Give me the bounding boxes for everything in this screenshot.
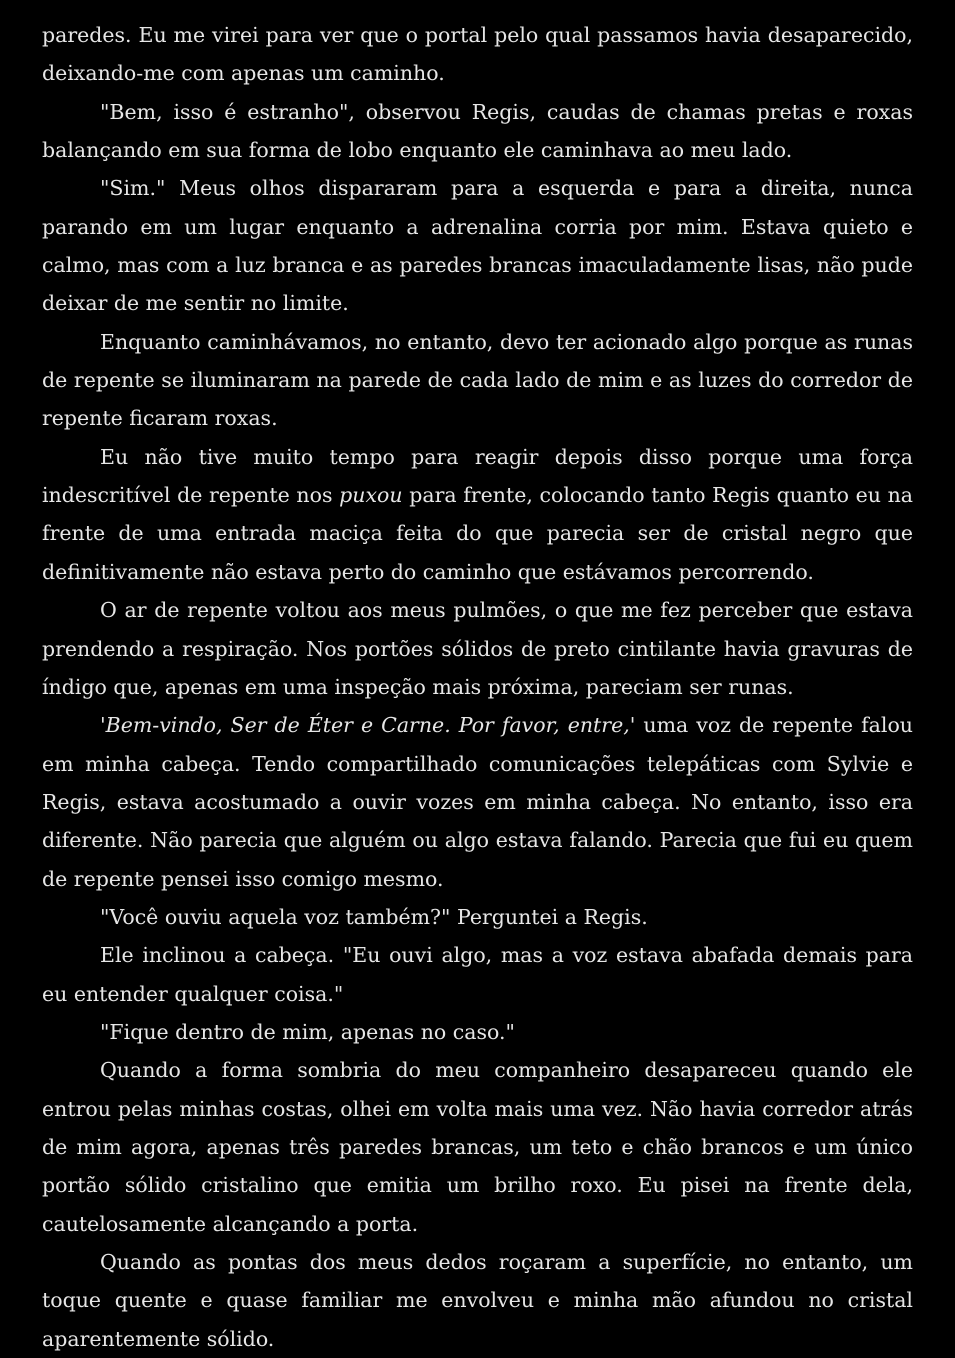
paragraph-7 [42, 706, 913, 898]
paragraph-1: paredes. Eu me virei para ver que o portal pelo qual passamos havia desaparecido, deixando-me com apenas um caminho. [42, 23, 913, 86]
emphasis-puxou: puxou [339, 483, 403, 508]
paragraph-5-start: Eu não tive muito tempo para reagir depois disso porque uma força indescritível de repente nos [42, 444, 913, 508]
telepathic-voice-quote: 'Bem-vindo, Ser de Éter e Carne. Por favor, entre,' [100, 713, 636, 738]
paragraph-3: "Sim." Meus olhos dispararam para a esquerda e para a direita, nunca parando em um lugar enquanto a adrenalina corria por mim. Estava quieto e calmo, mas com a luz branca e as paredes brancas imaculadamente lisas, não pude deixar de me sentir no limite. [42, 176, 913, 316]
paragraph-6: O ar de repente voltou aos meus pulmões, o que me fez perceber que estava prendendo a respiração. Nos portões sólidos de preto cintilante havia gravuras de índigo que, apenas em uma inspeção mais próxima, pareciam ser runas. [42, 598, 913, 699]
paragraph-8: "Você ouviu aquela voz também?" Perguntei a Regis. [100, 904, 648, 929]
paragraph-12: Quando as pontas dos meus dedos roçaram a superfície, no entanto, um toque quente e quase familiar me envolveu e minha mão afundou no cristal aparentemente sólido. [42, 1250, 913, 1351]
paragraph-7-end: uma voz de repente falou em minha cabeça. Tendo compartilhado comunicações telepáticas com Sylvie e Regis, estava acostumado a ouvir vozes em minha cabeça. No entanto, isso era diferente. Não parecia que alguém ou algo estava falando. Parecia que fui eu quem de repente pensei isso comigo mesmo. [42, 713, 914, 891]
paragraph-9: Ele inclinou a cabeça. "Eu ouvi algo, mas a voz estava abafada demais para eu entender qualquer coisa." [42, 943, 913, 1006]
paragraph-5-end: para frente, colocando tanto Regis quanto eu na frente de uma entrada maciça feita do que parecia ser de cristal negro que definitivamente não estava perto do caminho que estávamos percorrendo. [42, 483, 913, 584]
paragraph-4: Enquanto caminhávamos, no entanto, devo ter acionado algo porque as runas de repente se iluminaram na parede de cada lado de mim e as luzes do corredor de repente ficaram roxas. [42, 329, 913, 431]
paragraph-10: "Fique dentro de mim, apenas no caso." [100, 1019, 515, 1044]
paragraph-11: Quando a forma sombria do meu companheiro desapareceu quando ele entrou pelas minhas costas, olhei em volta mais uma vez. Não havia corredor atrás de mim agora, apenas três paredes brancas, um teto e chão brancos e um único portão sólido cristalino que emitia um brilho roxo. Eu pisei na frente dela, cautelosamente alcançando a porta. [42, 1058, 913, 1236]
paragraph-2: "Bem, isso é estranho", observou Regis, caudas de chamas pretas e roxas balançando em sua forma de lobo enquanto ele caminhava ao meu lado. [42, 99, 913, 163]
paragraph-5 [42, 438, 913, 591]
